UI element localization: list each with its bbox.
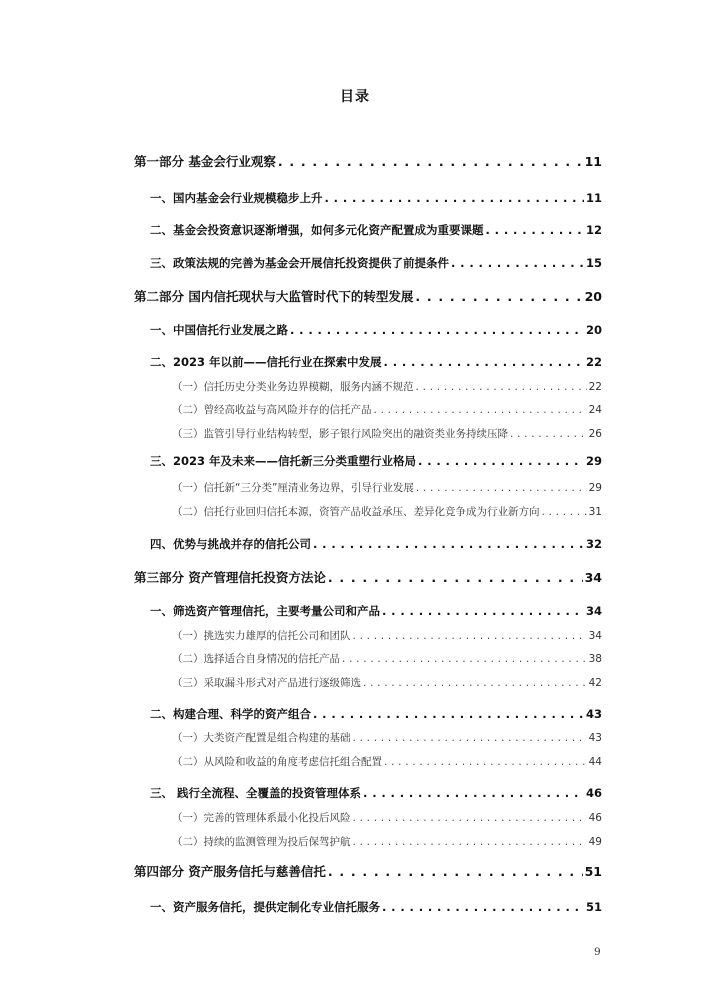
toc-entry-label: 二、构建合理、科学的资产组合 [150, 707, 311, 721]
toc-entry-label: （三）监管引导行业结构转型，影子银行风险突出的融资类业务持续压降 [172, 428, 508, 440]
toc-entry-sub[interactable] [172, 832, 602, 852]
toc-entry-part[interactable] [134, 152, 602, 172]
dot-leader [325, 188, 584, 208]
toc-title: 目录 [340, 89, 370, 105]
toc-entry-sec[interactable] [150, 897, 602, 917]
page-number: 9 [594, 946, 601, 958]
toc-entry-label: 第三部分 资产管理信托投资方法论 [134, 570, 326, 585]
toc-entry-sec[interactable] [150, 220, 602, 240]
dot-leader [416, 377, 587, 397]
toc-entry-label: 二、基金会投资意识逐渐增强，如何多元化资产配置成为重要课题 [150, 223, 484, 237]
toc-entry-label: 一、资产服务信托，提供定制化专业信托服务 [150, 900, 380, 914]
toc-entry-page: 49 [588, 836, 602, 848]
toc-entry-label: （二）选择适合自身情况的信托产品 [172, 653, 340, 665]
toc-entry-page: 51 [584, 864, 602, 879]
toc-entry-page: 31 [588, 506, 602, 518]
toc-entry-page: 34 [588, 630, 602, 642]
toc-entry-page: 38 [588, 653, 602, 665]
toc-entry-sub[interactable] [172, 649, 602, 669]
toc-entry-sub[interactable] [172, 424, 602, 444]
dot-leader [363, 673, 587, 693]
toc-entry-label: （三）采取漏斗形式对产品进行逐级筛选 [172, 677, 361, 689]
toc-entry-page: 29 [588, 482, 602, 494]
dot-leader [353, 808, 587, 828]
toc-entry-label: 四、优势与挑战并存的信托公司 [150, 537, 311, 551]
toc-entry-sec[interactable] [150, 783, 602, 803]
toc-entry-sub[interactable] [172, 752, 602, 772]
toc-entry-part[interactable] [134, 287, 602, 307]
dot-leader [384, 352, 584, 372]
toc-entry-label: （一）完善的管理体系最小化投后风险 [172, 812, 351, 824]
toc-entry-page: 44 [588, 756, 602, 768]
dot-leader [542, 502, 587, 522]
dot-leader [342, 649, 587, 669]
dot-leader [418, 451, 584, 471]
toc-entry-sec[interactable] [150, 188, 602, 208]
dot-leader [486, 220, 584, 240]
toc-entry-page: 43 [588, 732, 602, 744]
dot-leader [328, 862, 583, 882]
toc-entry-label: 一、国内基金会行业规模稳步上升 [150, 191, 323, 205]
toc-entry-label: （一）信托新“三分类”厘清业务边界，引导行业发展 [172, 482, 414, 494]
toc-entry-label: 一、筛选资产管理信托，主要考量公司和产品 [150, 604, 380, 618]
dot-leader [290, 320, 584, 340]
toc-entry-page: 29 [585, 454, 602, 468]
toc-entry-label: （二）持续的监测管理为投后保驾护航 [172, 836, 351, 848]
toc-entry-page: 34 [584, 570, 602, 585]
toc-entry-label: 第四部分 资产服务信托与慈善信托 [134, 864, 326, 879]
toc-entry-sec[interactable] [150, 320, 602, 340]
toc-entry-page: 12 [585, 223, 602, 237]
toc-entry-label: 一、中国信托行业发展之路 [150, 323, 288, 337]
toc-entry-sub[interactable] [172, 673, 602, 693]
toc-entry-sec[interactable] [150, 253, 602, 273]
dot-leader [451, 253, 584, 273]
dot-leader [313, 704, 584, 724]
toc-entry-page: 20 [585, 323, 602, 337]
toc-entry-page: 11 [585, 191, 602, 205]
toc-entry-page: 51 [585, 900, 602, 914]
toc-entry-sub[interactable] [172, 728, 602, 748]
toc-entry-part[interactable] [134, 568, 602, 588]
toc-entry-label: 三、2023 年及未来——信托新三分类重塑行业格局 [150, 454, 417, 468]
dot-leader [278, 152, 583, 172]
dot-leader [382, 897, 584, 917]
toc-entry-sub[interactable] [172, 808, 602, 828]
toc-entry-page: 22 [588, 381, 602, 393]
toc-entry-page: 15 [585, 256, 602, 270]
toc-entry-page: 22 [585, 355, 602, 369]
toc-entry-page: 20 [584, 289, 602, 304]
dot-leader [353, 728, 587, 748]
toc-entry-page: 26 [588, 428, 602, 440]
toc-entry-page: 42 [588, 677, 602, 689]
toc-entry-label: 第二部分 国内信托现状与大监管时代下的转型发展 [134, 289, 414, 304]
toc-entry-sub[interactable] [172, 400, 602, 420]
toc-entry-page: 24 [588, 404, 602, 416]
dot-leader [374, 400, 587, 420]
toc-entry-label: （二）从风险和收益的角度考虑信托组合配置 [172, 756, 382, 768]
toc-entry-sec[interactable] [150, 352, 602, 372]
toc-entry-page: 11 [584, 154, 602, 169]
toc-entry-sub[interactable] [172, 377, 602, 397]
dot-leader [313, 534, 584, 554]
dot-leader [382, 601, 584, 621]
dot-leader [353, 626, 587, 646]
toc-entry-sub[interactable] [172, 626, 602, 646]
toc-entry-label: 三、 践行全流程、全覆盖的投资管理体系 [150, 786, 362, 800]
toc-entry-label: （一）挑选实力雄厚的信托公司和团队 [172, 630, 351, 642]
toc-entry-page: 32 [585, 537, 602, 551]
toc-entry-label: （一）大类资产配置是组合构建的基础 [172, 732, 351, 744]
dot-leader [328, 568, 583, 588]
dot-leader [416, 478, 587, 498]
toc-entry-label: （一）信托历史分类业务边界模糊，服务内涵不规范 [172, 381, 414, 393]
toc-entry-sec[interactable] [150, 601, 602, 621]
dot-leader [353, 832, 587, 852]
dot-leader [415, 287, 582, 307]
toc-entry-sub[interactable] [172, 478, 602, 498]
toc-entry-label: 二、2023 年以前——信托行业在探索中发展 [150, 355, 382, 369]
toc-entry-sec[interactable] [150, 534, 602, 554]
toc-entry-part[interactable] [134, 862, 602, 882]
toc-entry-sec[interactable] [150, 704, 602, 724]
toc-entry-page: 46 [588, 812, 602, 824]
toc-entry-sub[interactable] [172, 502, 602, 522]
dot-leader [384, 752, 587, 772]
toc-entry-page: 34 [585, 604, 602, 618]
dot-leader [363, 783, 584, 803]
toc-entry-page: 43 [585, 707, 602, 721]
toc-entry-label: （二）曾经高收益与高风险并存的信托产品 [172, 404, 372, 416]
dot-leader [510, 424, 587, 444]
toc-entry-label: （二）信托行业回归信托本源，资管产品收益承压、差异化竞争成为行业新方向 [172, 506, 540, 518]
toc-entry-label: 第一部分 基金会行业观察 [134, 154, 276, 169]
toc-entry-page: 46 [585, 786, 602, 800]
toc-entry-label: 三、政策法规的完善为基金会开展信托投资提供了前提条件 [150, 256, 449, 270]
toc-entry-sec[interactable] [150, 451, 602, 471]
